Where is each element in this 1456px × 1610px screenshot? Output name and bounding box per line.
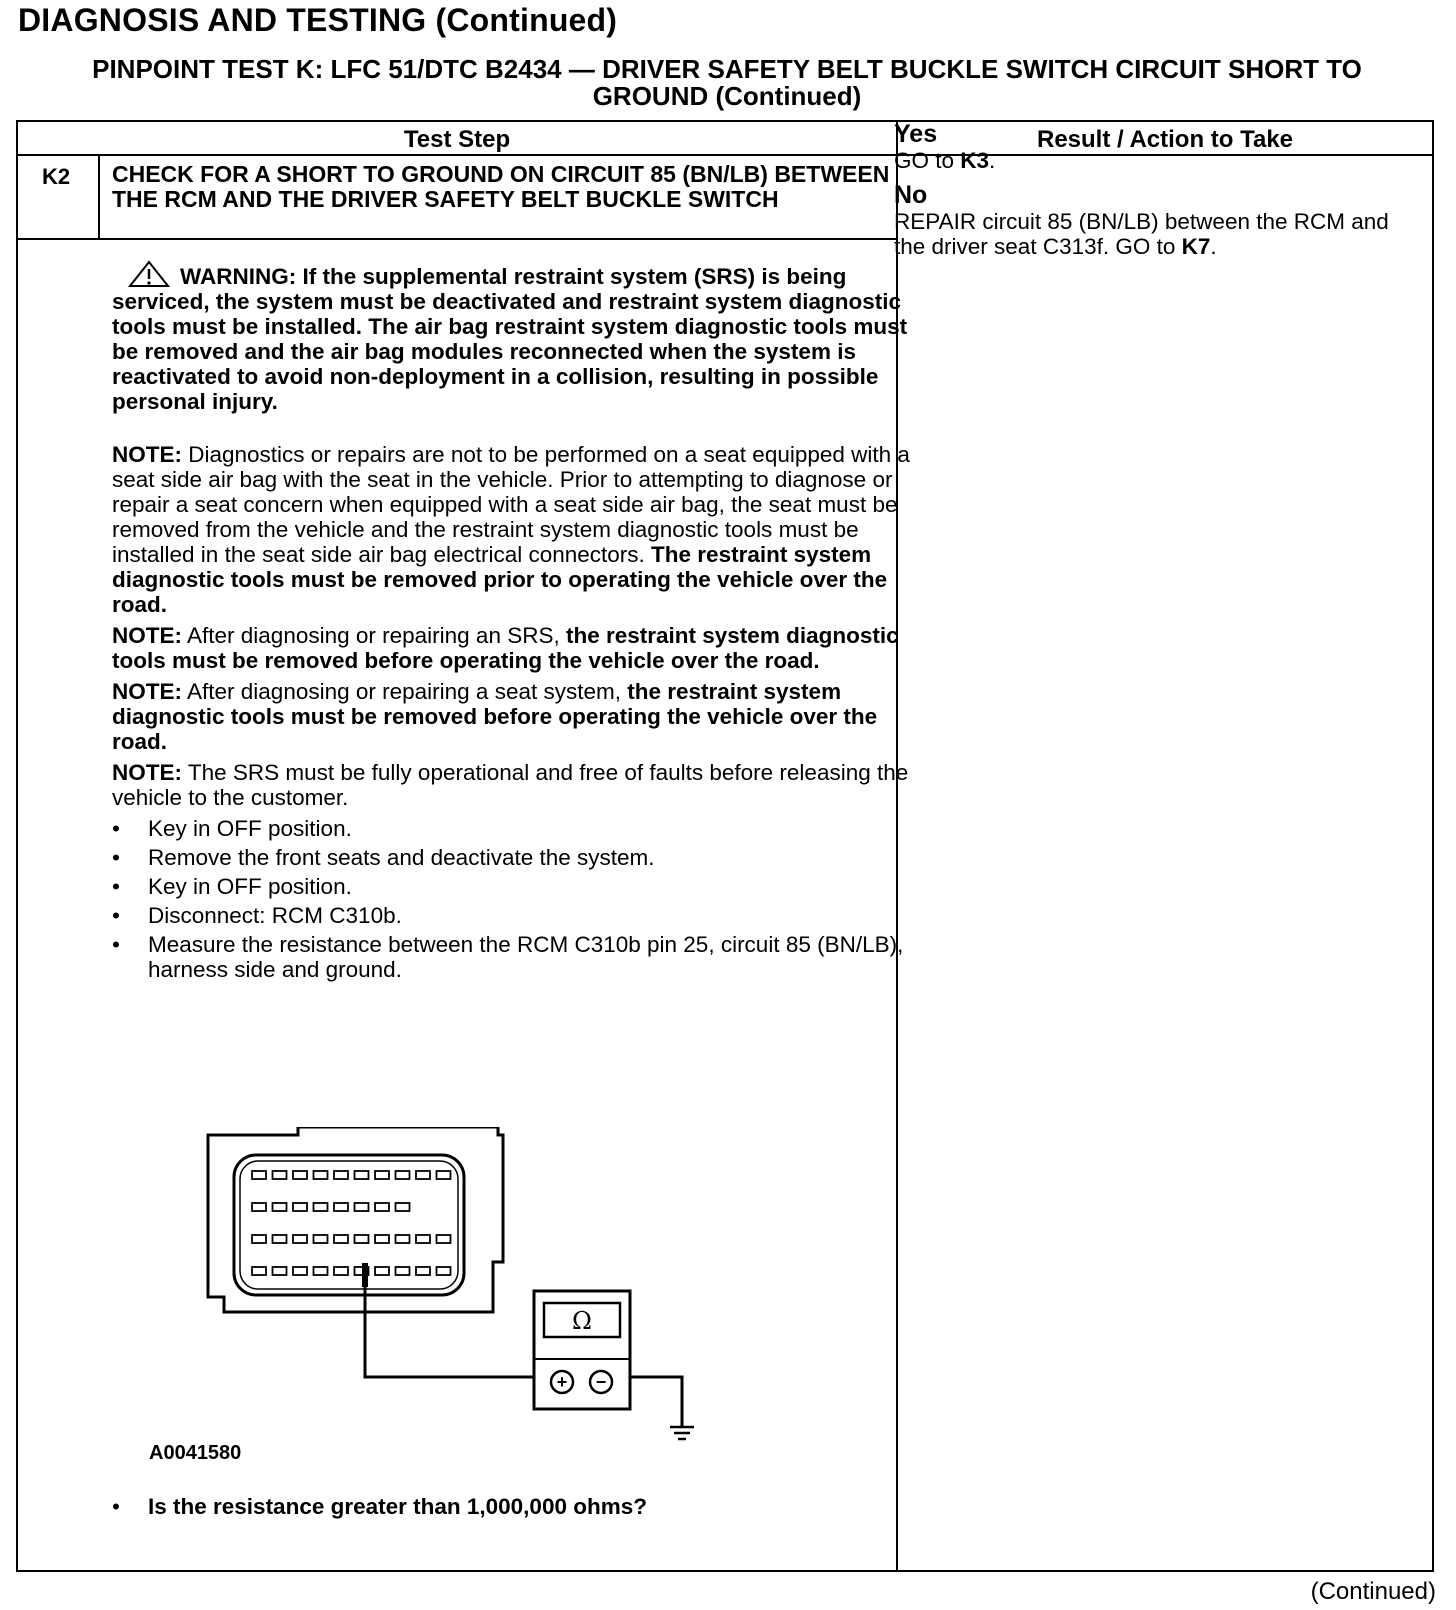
connector-pin	[355, 1203, 369, 1211]
connector-pin	[396, 1235, 410, 1243]
warning-triangle-icon	[128, 260, 170, 288]
result-action-column	[894, 120, 1394, 267]
procedure-step: • Key in OFF position.	[112, 874, 912, 899]
connector-pin	[252, 1267, 266, 1275]
connector-pin	[375, 1203, 389, 1211]
warning-paragraph	[112, 260, 912, 414]
connector-pin	[396, 1267, 410, 1275]
step-id-divider	[98, 156, 100, 240]
result-no-target: K7	[1181, 234, 1211, 259]
ground-symbol-icon	[670, 1427, 694, 1439]
connector-pin	[375, 1171, 389, 1179]
connector-meter-diagram	[198, 1127, 718, 1457]
connector-pin	[355, 1171, 369, 1179]
test-question: • Is the resistance greater than 1,000,000 ohms?	[112, 1494, 647, 1520]
connector-pin	[314, 1171, 328, 1179]
connector-pin	[437, 1171, 451, 1179]
result-yes-target: K3	[960, 148, 990, 173]
result-yes-text: GO to K3.	[894, 148, 996, 173]
negative-lead	[630, 1377, 682, 1427]
connector-pin	[273, 1235, 287, 1243]
page-title: DIAGNOSIS AND TESTING (Continued)	[18, 2, 618, 38]
figure-id: A0041580	[149, 1442, 242, 1464]
connector-pin	[334, 1235, 348, 1243]
result-no-label: No	[894, 181, 928, 209]
connector-pin	[314, 1267, 328, 1275]
connector-pin	[334, 1171, 348, 1179]
connector-pin	[252, 1235, 266, 1243]
connector-pin	[416, 1171, 430, 1179]
procedure-step: • Disconnect: RCM C310b.	[112, 903, 912, 928]
connector-pin	[375, 1267, 389, 1275]
connector-pin	[416, 1267, 430, 1275]
connector-pin	[437, 1235, 451, 1243]
connector-pin	[273, 1171, 287, 1179]
connector-pins	[252, 1171, 451, 1275]
connector-pin	[416, 1235, 430, 1243]
connector-pin	[252, 1171, 266, 1179]
connector-pin	[252, 1203, 266, 1211]
connector-pin	[273, 1203, 287, 1211]
positive-lead	[365, 1287, 534, 1377]
step-body	[112, 260, 912, 986]
procedure-bullets	[112, 816, 912, 982]
subtitle-line-1: PINPOINT TEST K: LFC 51/DTC B2434 — DRIVER SAFETY BELT BUCKLE SWITCH CIRCUIT SHORT TO	[92, 54, 1362, 84]
connector-pin	[314, 1203, 328, 1211]
result-no-text: REPAIR circuit 85 (BN/LB) between the RCM and the driver seat C313f. GO to K7.	[894, 209, 1389, 259]
connector-pin	[293, 1203, 307, 1211]
note-paragraph: NOTE: The SRS must be fully operational and free of faults before releasing the vehicle to the customer.	[112, 760, 909, 810]
note-paragraph: NOTE: After diagnosing or repairing an SRS, the restraint system diagnostic tools must be removed before operating the vehicle over the road.	[112, 623, 899, 673]
test-step-table	[16, 120, 1434, 1572]
connector-pin	[375, 1235, 389, 1243]
connector-pin	[293, 1267, 307, 1275]
connector-pin	[334, 1267, 348, 1275]
pinpoint-test-subtitle	[16, 56, 1438, 110]
result-yes-label: Yes	[894, 120, 938, 148]
column-header-test-step: Test Step	[403, 126, 511, 153]
continued-footer: (Continued)	[1310, 1578, 1436, 1605]
connector-pin	[314, 1235, 328, 1243]
svg-text:+: +	[556, 1372, 568, 1392]
probe-tip	[362, 1263, 368, 1287]
connector-pin	[396, 1203, 410, 1211]
note-paragraph: NOTE: Diagnostics or repairs are not to be performed on a seat equipped with a seat side air bag with the seat in the vehicle. Prior to attempting to diagnose or repair a seat concern when equipped with a seat side air bag, the seat must be removed from the vehicle and the restraint system diagnostic tools must be installed in the seat side air bag electrical connectors. The restraint system diagnostic tools must be removed prior to operating the vehicle over the road.	[112, 442, 910, 617]
subtitle-line-2: GROUND (Continued)	[592, 81, 862, 111]
step-title-divider	[18, 238, 898, 240]
procedure-step: • Measure the resistance between the RCM C310b pin 25, circuit 85 (BN/LB), harness side and ground.	[112, 932, 912, 982]
procedure-step: • Key in OFF position.	[112, 816, 912, 841]
connector-pin	[437, 1267, 451, 1275]
connector-pin	[293, 1235, 307, 1243]
procedure-step: • Remove the front seats and deactivate the system.	[112, 845, 912, 870]
connector-pin	[293, 1171, 307, 1179]
svg-text:−: −	[595, 1372, 607, 1392]
connector-pin	[355, 1235, 369, 1243]
connector-pin	[396, 1171, 410, 1179]
column-header-result: Result / Action to Take	[1036, 126, 1294, 153]
step-id: K2	[42, 164, 71, 189]
ohm-symbol: Ω	[572, 1307, 592, 1335]
connector-pin	[334, 1203, 348, 1211]
note-paragraph: NOTE: After diagnosing or repairing a seat system, the restraint system diagnostic tools must be removed before operating the vehicle over the road.	[112, 679, 878, 754]
step-title: CHECK FOR A SHORT TO GROUND ON CIRCUIT 85 (BN/LB) BETWEEN THE RCM AND THE DRIVER SAFETY BELT BUCKLE SWITCH	[112, 161, 890, 212]
connector-pin	[273, 1267, 287, 1275]
warning-text: WARNING: If the supplemental restraint system (SRS) is being serviced, the system must be deactivated and restraint system diagnostic tools must be installed. The air bag restraint system diagnostic tools must be removed and the air bag modules reconnected when the system is reactivated to avoid non-deployment in a collision, resulting in possible personal injury.	[112, 264, 908, 414]
notes-list	[112, 442, 912, 810]
